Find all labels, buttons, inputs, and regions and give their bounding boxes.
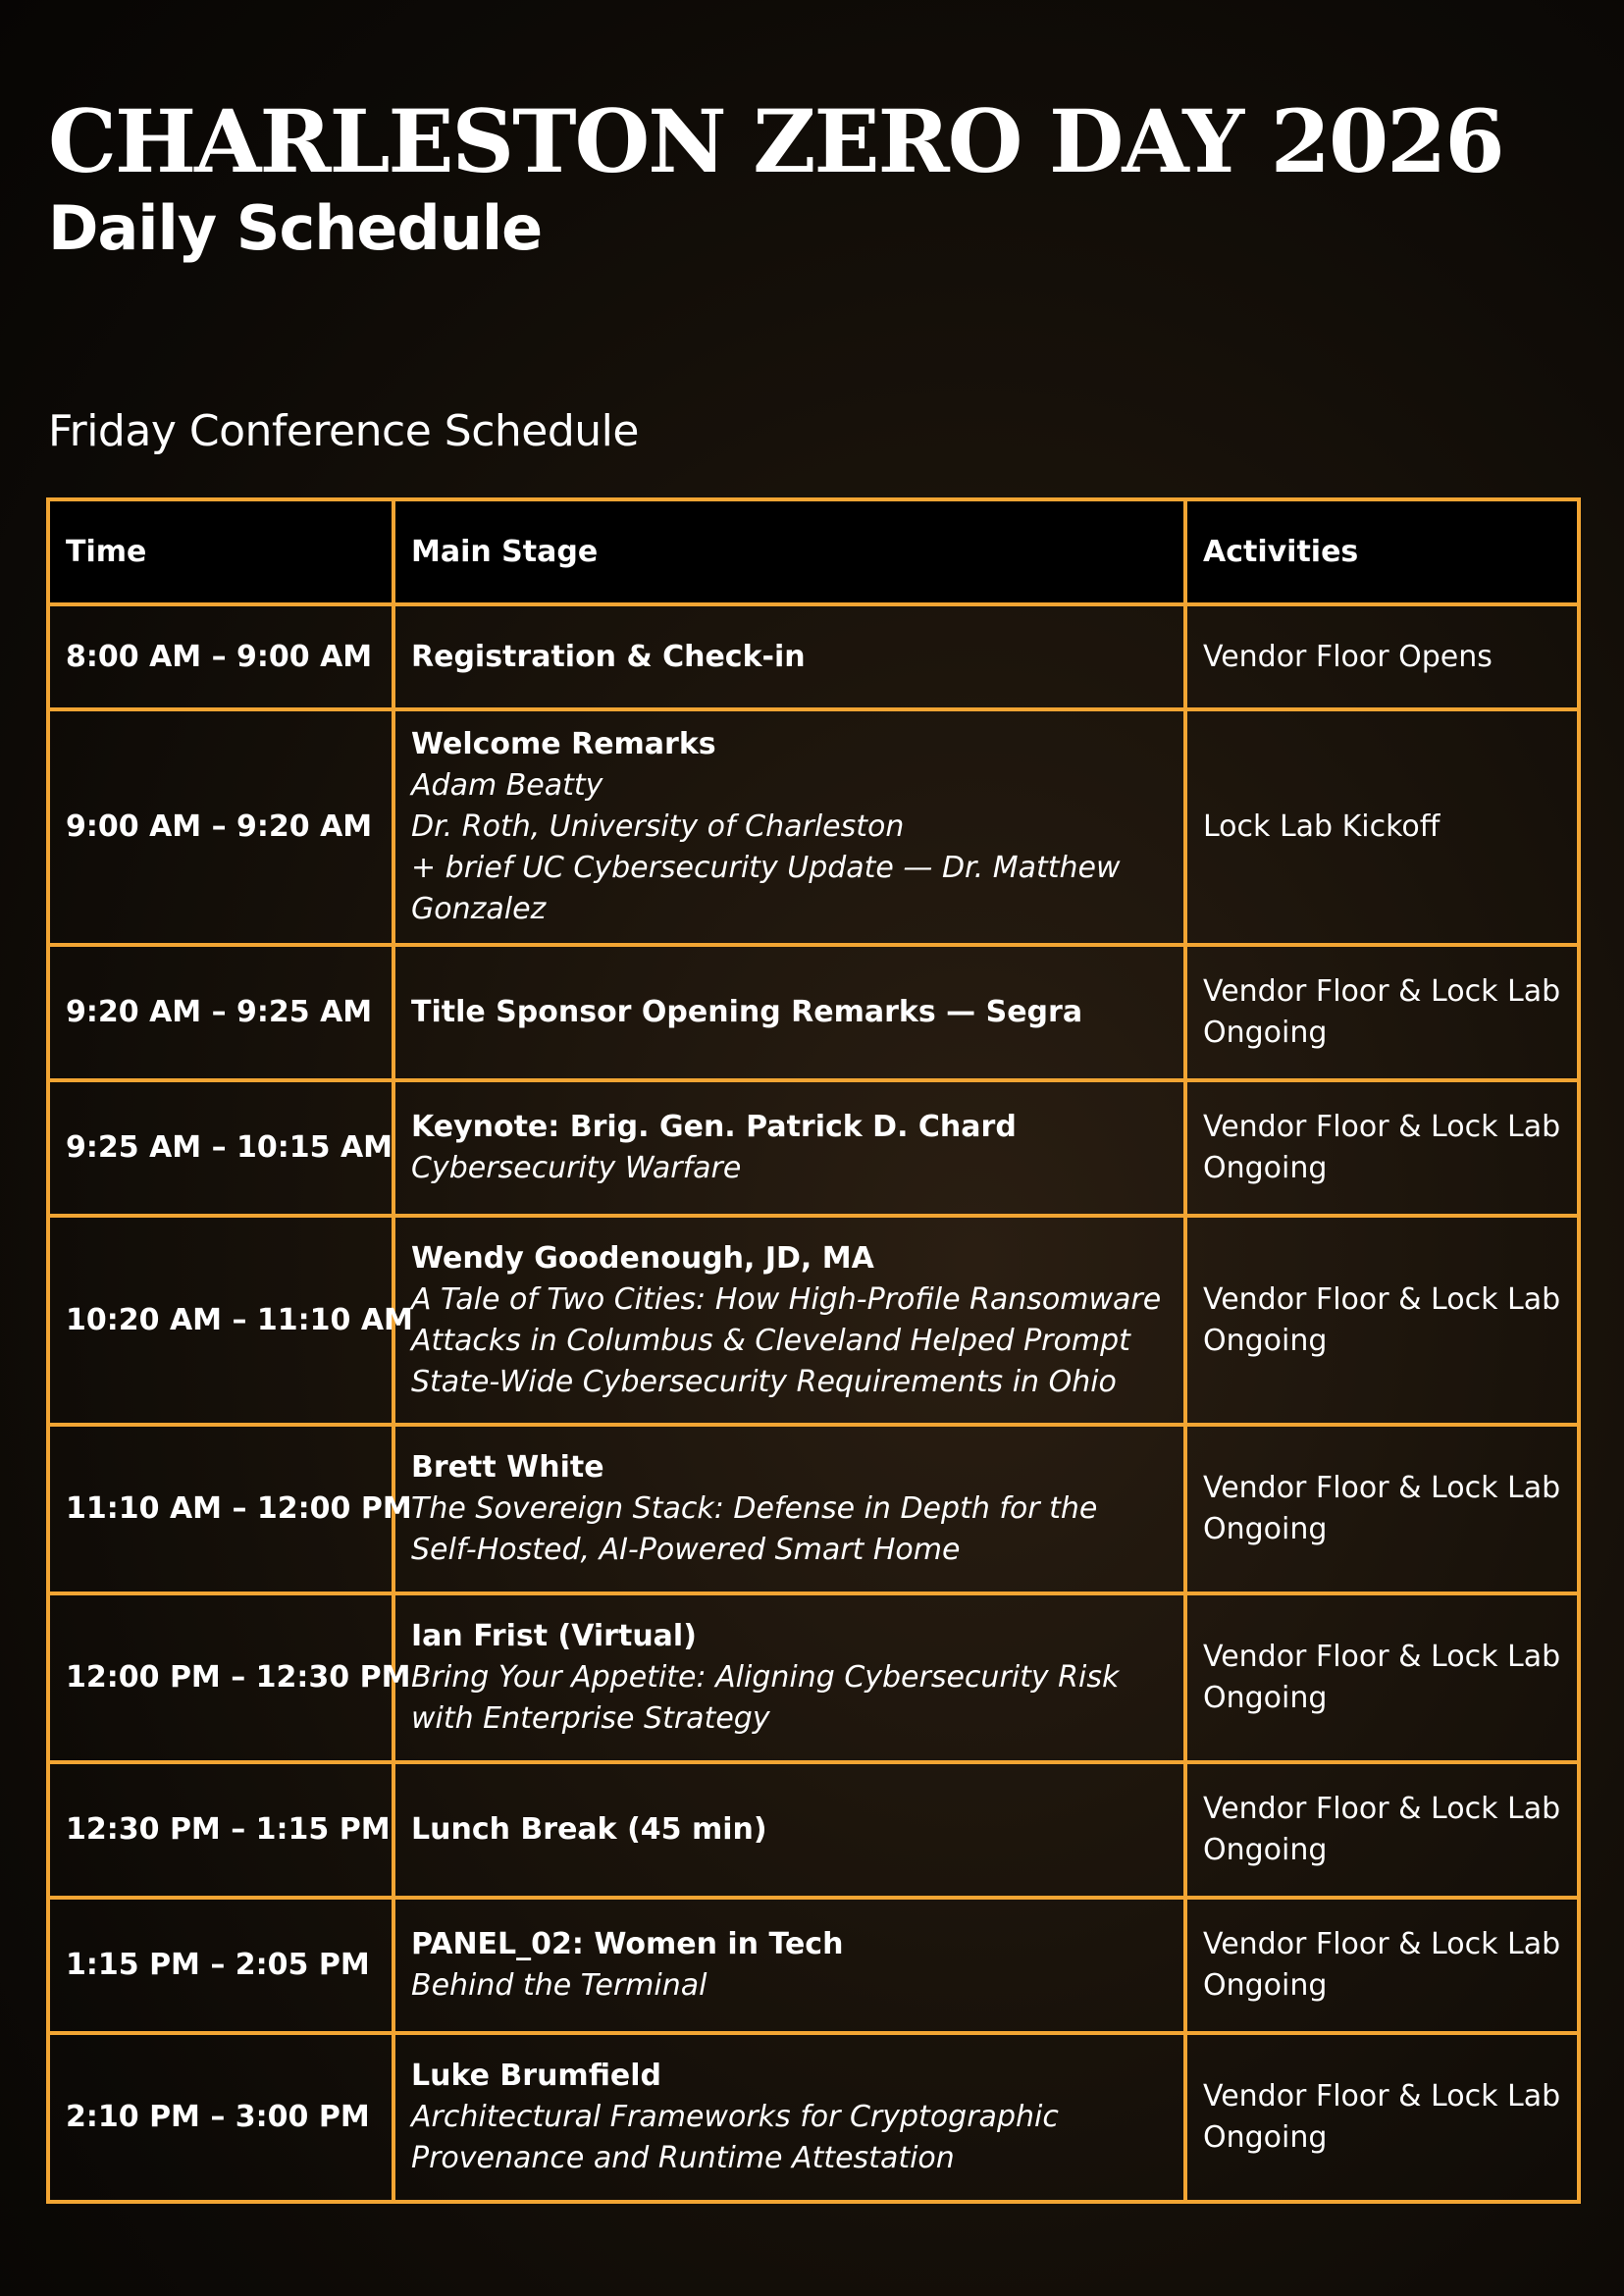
session-detail: Dr. Roth, University of Charleston	[411, 809, 905, 844]
section-title: Friday Conference Schedule	[48, 406, 639, 456]
time-cell: 9:25 AM – 10:15 AM	[48, 1080, 393, 1216]
column-header-main-stage: Main Stage	[393, 499, 1185, 604]
activity-cell: Lock Lab Kickoff	[1185, 709, 1579, 945]
session-headline: Wendy Goodenough, JD, MA	[411, 1240, 874, 1276]
activity-cell: Vendor Floor & Lock Lab Ongoing	[1185, 1080, 1579, 1216]
column-header-activities: Activities	[1185, 499, 1579, 604]
session-headline: Title Sponsor Opening Remarks — Segra	[411, 995, 1083, 1029]
activity-cell: Vendor Floor & Lock Lab Ongoing	[1185, 1216, 1579, 1425]
main-stage-cell	[393, 1762, 1185, 1898]
time-cell: 8:00 AM – 9:00 AM	[48, 604, 393, 709]
main-stage-cell	[393, 1593, 1185, 1762]
table-row	[48, 945, 1579, 1080]
activity-cell: Vendor Floor & Lock Lab Ongoing	[1185, 1425, 1579, 1593]
time-cell: 10:20 AM – 11:10 AM	[48, 1216, 393, 1425]
table-row	[48, 1593, 1579, 1762]
activity-cell: Vendor Floor & Lock Lab Ongoing	[1185, 2033, 1579, 2202]
page-subtitle: Daily Schedule	[48, 192, 543, 264]
session-detail: Behind the Terminal	[411, 1968, 707, 2003]
session-detail: Adam Beatty	[411, 768, 603, 803]
session-detail: + brief UC Cybersecurity Update — Dr. Matthew Gonzalez	[411, 851, 1121, 926]
main-stage-cell	[393, 945, 1185, 1080]
session-headline: PANEL_02: Women in Tech	[411, 1927, 844, 1961]
table-row	[48, 1898, 1579, 2033]
activity-cell: Vendor Floor & Lock Lab Ongoing	[1185, 945, 1579, 1080]
main-stage-cell	[393, 1898, 1185, 2033]
time-cell: 1:15 PM – 2:05 PM	[48, 1898, 393, 2033]
table-row	[48, 1425, 1579, 1593]
session-detail: The Sovereign Stack: Defense in Depth for the Self-Hosted, AI-Powered Smart Home	[411, 1491, 1098, 1567]
table-row	[48, 709, 1579, 945]
schedule-body	[48, 604, 1579, 2202]
session-headline: Keynote: Brig. Gen. Patrick D. Chard	[411, 1110, 1017, 1144]
session-detail: Bring Your Appetite: Aligning Cybersecurity Risk with Enterprise Strategy	[411, 1660, 1120, 1736]
main-stage-cell	[393, 604, 1185, 709]
session-headline: Welcome Remarks	[411, 727, 716, 761]
main-stage-cell	[393, 1080, 1185, 1216]
time-cell: 2:10 PM – 3:00 PM	[48, 2033, 393, 2202]
time-cell: 9:00 AM – 9:20 AM	[48, 709, 393, 945]
session-detail: Architectural Frameworks for Cryptographic Provenance and Runtime Attestation	[411, 2100, 1059, 2175]
session-headline: Ian Frist (Virtual)	[411, 1619, 697, 1653]
activity-cell: Vendor Floor & Lock Lab Ongoing	[1185, 1762, 1579, 1898]
activity-cell: Vendor Floor & Lock Lab Ongoing	[1185, 1898, 1579, 2033]
main-stage-cell	[393, 1425, 1185, 1593]
session-detail: A Tale of Two Cities: How High-Profile Ransomware Attacks in Columbus & Cleveland Helped Prompt State-Wide Cybersecurity Requirements in Ohio	[411, 1281, 1162, 1399]
activity-cell: Vendor Floor & Lock Lab Ongoing	[1185, 1593, 1579, 1762]
session-headline: Luke Brumfield	[411, 2059, 662, 2093]
main-stage-cell	[393, 1216, 1185, 1425]
table-row	[48, 604, 1579, 709]
table-row	[48, 1762, 1579, 1898]
event-title: CHARLESTON ZERO DAY 2026	[48, 90, 1503, 192]
session-headline: Registration & Check-in	[411, 639, 806, 674]
time-cell: 12:00 PM – 12:30 PM	[48, 1593, 393, 1762]
schedule-table	[46, 497, 1581, 2204]
table-row	[48, 1080, 1579, 1216]
page-header	[48, 90, 1503, 264]
time-cell: 9:20 AM – 9:25 AM	[48, 945, 393, 1080]
table-row	[48, 1216, 1579, 1425]
session-headline: Lunch Break (45 min)	[411, 1812, 767, 1847]
table-header-row	[48, 499, 1579, 604]
table-row	[48, 2033, 1579, 2202]
time-cell: 12:30 PM – 1:15 PM	[48, 1762, 393, 1898]
session-headline: Brett White	[411, 1450, 604, 1485]
activity-cell: Vendor Floor Opens	[1185, 604, 1579, 709]
time-cell: 11:10 AM – 12:00 PM	[48, 1425, 393, 1593]
main-stage-cell	[393, 2033, 1185, 2202]
session-detail: Cybersecurity Warfare	[411, 1151, 742, 1185]
column-header-time: Time	[48, 499, 393, 604]
main-stage-cell	[393, 709, 1185, 945]
